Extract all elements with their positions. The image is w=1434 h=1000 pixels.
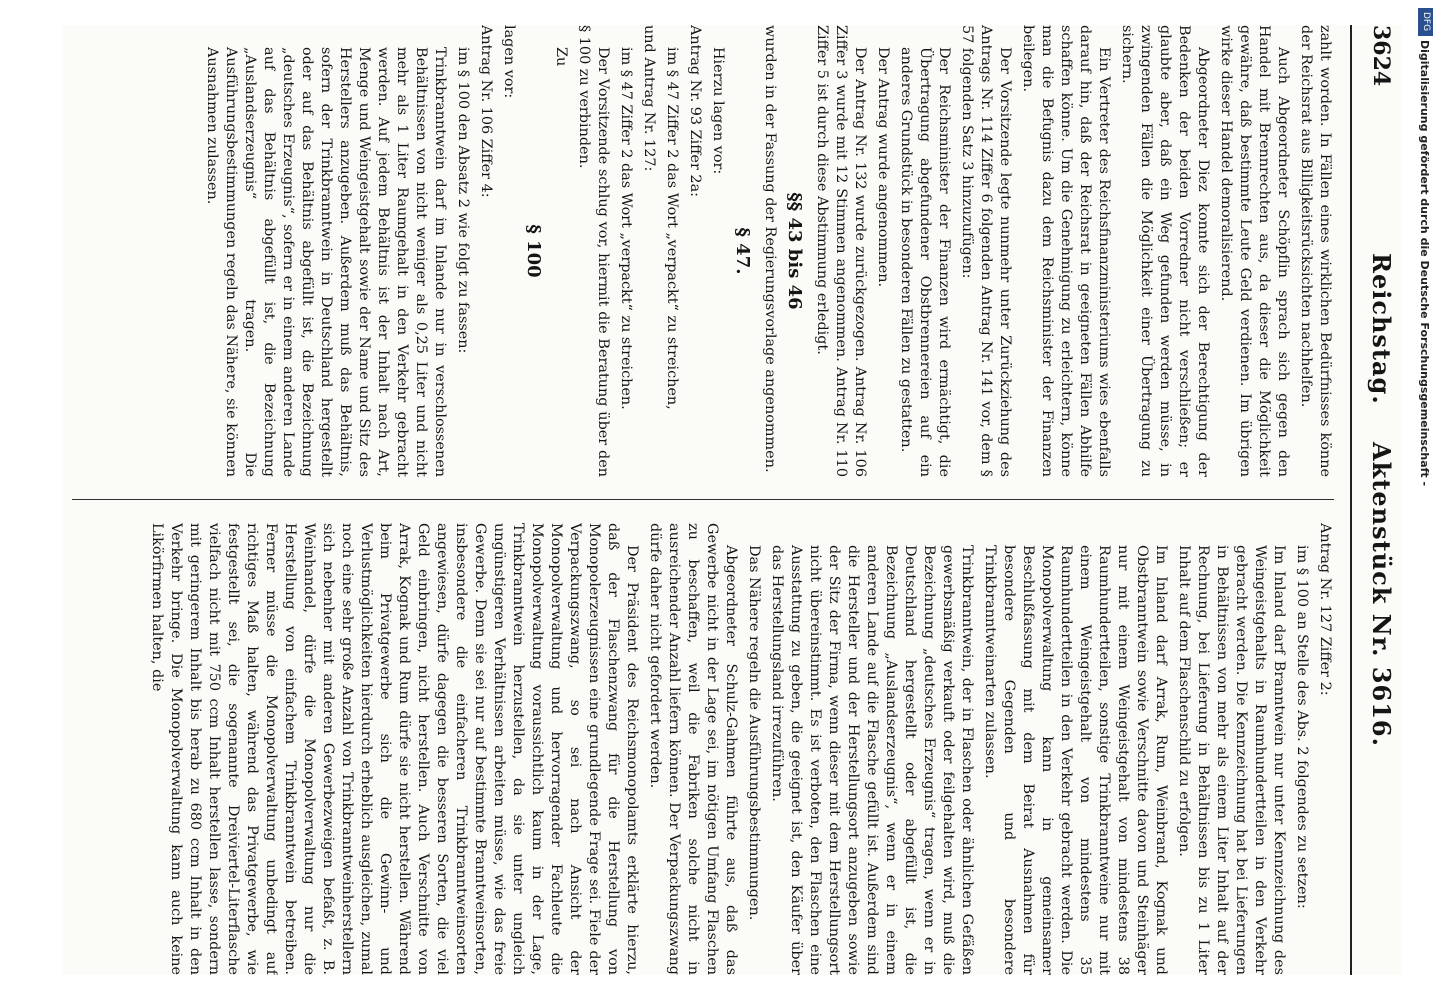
paragraph: Abgeordneter Schulz-Gahmen führte aus, daß das Gewerbe nicht in der Lage sei, im nötigen Umfang Flaschen zu beschaffen, weil die Fabriken solche nicht in ausreichender Anzahl liefern können. Der Verpackungszwang dürfe daher nicht gefordert werden.	[647, 523, 739, 975]
paragraph: Das Nähere regeln die Ausführungsbestimmungen.	[746, 545, 762, 921]
paragraph: zahlt worden. In Fällen eines wirklichen Bedürfnisses könne der Reichsrat aus Billigkeitsrücksichten nachhelfen.	[1298, 25, 1333, 477]
paragraph: Ein Vertreter des Reichsfinanzministeriums wies ebenfalls darauf hin, daß der Reichsrat in geeigneten Fällen Abhilfe schaffen könne. Um die Genehmigung zu erleichtern, könne man die Befugnis dazu dem Reichsminister der Finanzen beilegen.	[1020, 25, 1112, 477]
paragraph: Antrag Nr. 127 Ziffer 2:	[1317, 523, 1333, 696]
right-column	[72, 523, 1334, 975]
paragraph: Auch Abgeordneter Schöpflin sprach sich gegen den Handel mit Brennrechten aus, da dieser die Möglichkeit gewähre, daß bestimmte Leute Geld verdienen. Im übrigen wirke dieser Handel demoralisierend.	[1218, 25, 1291, 477]
paragraph: im § 100 an Stelle des Abs. 2 folgendes zu setzen:	[1294, 545, 1310, 909]
title-reichstag: Reichstag.	[1367, 253, 1396, 405]
paragraph: Der Präsident des Reichsmonopolamts erklärte hierzu, daß der Flaschenzwang für die Herstellung von Monopolerzeugnissen eine grundlegende Frage sei. Fiele der Verpackungszwang, so sei nach Ansicht der Monopolverwaltung und hervorragender Fachleute die Monopolverwaltung voraussichtlich kaum in der Lage, Trinkbranntwein herzustellen, da sie unter ungleich ungünstigeren Verhältnissen arbeiten müsse, wie das freie Gewerbe. Denn sie sei nur auf bestimmte Branntweinsorten, insbesondere die einfacheren Trinkbranntweinsorten angewiesen, dürfe dagegen die besseren Sorten, die viel Geld einbringen, nicht herstellen. Auch Verschnitte von Arrak, Kognak und Rum dürfe sie nicht herstellen. Während beim Privatgewerbe sich die Gewinn- und Verlustmöglichkeiten hierdurch erheblich ausgleichen, zumal noch eine sehr große Anzahl von Trinkbranntweinherstellern sich nebenher mit anderen Gewerbezweigen befaßt, z. B. Weinhandel, dürfe die Monopolverwaltung nur die Herstellung von einfachem Trinkbranntwein betreiben. Ferner müsse die Monopolverwaltung unbedingt auf richtiges Maß halten, während das Privatgewerbe, wie festgestellt sei, die sogenannte Dreiviertel-Literflasche vielfach nicht mit 750 ccm Inhalt herstellen lasse, sondern mit geringerem Inhalt bis herab zu 680 ccm Inhalt in den Verkehr bringe. Die Monopolverwaltung kann auch keine Likörfirmen halten, die	[149, 523, 640, 975]
section-heading: § 47.	[732, 227, 753, 275]
paragraph: Der Vorsitzende schlug vor, hiermit die Beratung über den § 100 zu verbinden.	[576, 25, 611, 477]
section-heading: § 100	[523, 224, 544, 278]
paragraph: wurden in der Fassung der Regierungsvorlage angenommen.	[762, 25, 778, 473]
paragraph: Der Antrag Nr. 132 wurde zurückgezogen. Antrag Nr. 106 Ziffer 3 wurde mit 12 Stimmen angenommen. Antrag Nr. 110 Ziffer 5 ist durch diese Abstimmung erledigt.	[814, 25, 868, 477]
page-number: 3624	[1368, 25, 1394, 87]
page-header	[1350, 25, 1402, 975]
dfg-logo: DFG	[1418, 8, 1433, 36]
page-title	[1367, 25, 1396, 975]
paragraph: Antrag Nr. 106 Ziffer 4:	[478, 25, 494, 198]
column-divider	[72, 499, 1334, 500]
digitization-note: Digitalisierung gefördert durch die Deutsche Forschungsgemeinschaft -	[1418, 40, 1431, 487]
section-heading: §§ 43 bis 46	[784, 192, 805, 310]
paragraph: im § 100 den Absatz 2 wie folgt zu fassen:	[455, 47, 471, 354]
paragraph: Zu	[553, 47, 569, 67]
paragraph: im § 47 Ziffer 2 das Wort „verpackt“ zu streichen.	[618, 47, 634, 410]
paragraph: Antrag Nr. 93 Ziffer 2a:	[687, 25, 703, 197]
paragraph: Der Vorsitzende legte nunmehr unter Zurückziehung des Antrags Nr. 114 Ziffer 6 folgenden Antrag Nr. 141 vor, dem § 57 folgenden Satz 3 hinzuzufügen:	[959, 25, 1013, 477]
paragraph: lagen vor:	[501, 25, 517, 99]
paragraph: Trinkbranntwein darf im Inlande nur in verschlossenen Behältnissen von nicht weniger als 0,25 Liter und nicht mehr als 1 Liter Raumgehalt in den Verkehr gebracht werden. Auf jedem Behältnis ist der Inhalt nach Art, Menge und Weingeistgehalt sowie der Name und Sitz des Herstellers anzugeben. Außerdem muß das Behältnis, sofern der Trinkbranntwein in Deutschland hergestellt oder auf das Behältnis abgefüllt ist, die Bezeichnung „deutsches Erzeugnis“, sofern er in einem anderen Lande auf das Behältnis abgefüllt ist, die Bezeichnung „Auslandserzeugnis“ tragen. Die Ausführungsbestimmungen regeln das Nähere, sie können Ausnahmen zulassen.	[204, 47, 448, 477]
paragraph: Der Reichsminister der Finanzen wird ermächtigt, die Übertragung abgefundener Obstbrennereien auf ein anderes Grundstück in besonderen Fällen zu gestatten.	[898, 47, 952, 477]
paragraph: Der Antrag wurde angenommen.	[875, 47, 891, 288]
paragraph: und Antrag Nr. 127:	[641, 25, 657, 172]
title-aktenstueck: Aktenstück Nr. 3616.	[1367, 442, 1396, 747]
paragraph: Im Inland darf Arrak, Rum, Weinbrand, Kognak und Obstbranntwein sowie Verschnitte davon und Steinhäger nur mit einem Weingeistgehalt von mindestens 38 Raumhundertteilen, sonstige Trinkbranntweine nur mit einem Weingeistgehalt von mindestens 35 Raumhundertteilen in den Verkehr gebracht werden. Die Monopolverwaltung kann in gemeinsamer Beschlußfassung mit dem Beirat Ausnahmen für besondere Gegenden und besondere Trinkbranntweinarten zulassen.	[982, 545, 1169, 975]
paragraph: Abgeordneter Diez konnte sich der Berechtigung der Bedenken der beiden Vorredner nicht verschließen; er glaubte aber, daß ein Weg gefunden werden müsse, in zwingenden Fällen die Möglichkeit einer Übertragung zu sichern.	[1119, 25, 1211, 477]
document-page	[62, 25, 1402, 975]
left-column	[72, 25, 1334, 477]
paragraph: im § 47 Ziffer 2 das Wort „verpackt“ zu streichen,	[664, 47, 680, 410]
paragraph: Trinkbranntwein, der in Flaschen oder ähnlichen Gefäßen gewerbsmäßig verkauft oder feilgehalten wird, muß die Bezeichnung „deutsches Erzeugnis“ tragen, wenn er in Deutschland hergestellt oder abgefüllt ist, die Bezeichnung „Auslandserzeugnis“, wenn er in einem anderen Lande auf die Flasche gefüllt ist. Außerdem sind die Hersteller und der Herstellungsort anzugeben sowie der Sitz der Firma, wenn dieser mit dem Herstellungsort nicht übereinstimmt. Es ist verboten, den Flaschen eine Ausstattung zu geben, die geeignet ist, den Käufer über das Herstellungsland irrezuführen.	[769, 545, 975, 975]
paragraph: Hierzu lagen vor:	[710, 47, 726, 175]
paragraph: Im Inland darf Branntwein nur unter Kennzeichnung des Weingeistgehalts in Raumhundertteilen in den Verkehr gebracht werden. Die Kennzeichnung hat bei Lieferungen in Behältnissen von mehr als einem Liter Inhalt auf der Rechnung, bei Lieferung in Behältnissen bis zu 1 Liter Inhalt auf dem Flaschenschild zu erfolgen.	[1176, 545, 1287, 975]
